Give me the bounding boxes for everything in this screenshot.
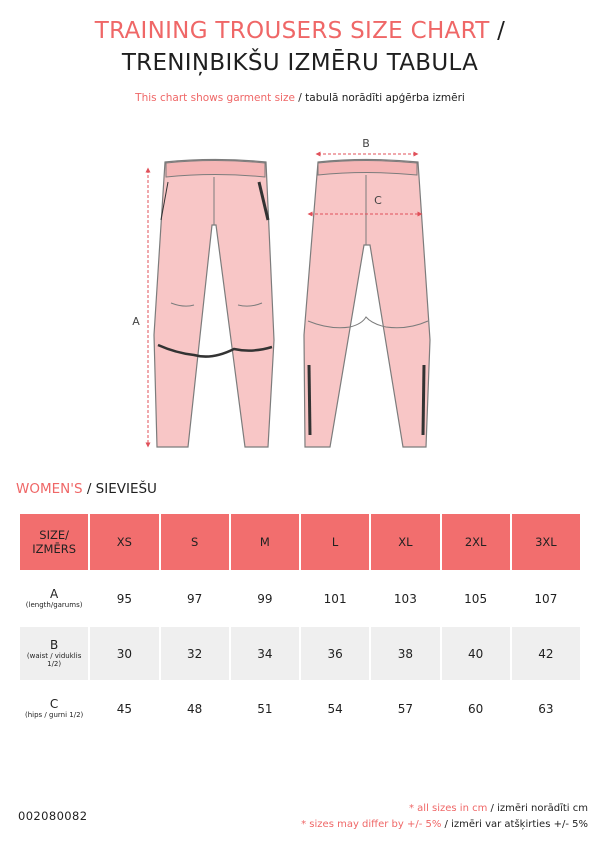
- corner-header: [19, 513, 89, 571]
- back-trousers: [304, 160, 430, 448]
- table-cell: 32: [160, 626, 230, 681]
- size-header: S: [160, 513, 230, 571]
- table-cell: 45: [89, 681, 159, 736]
- table-cell: 30: [89, 626, 159, 681]
- table-cell: 34: [230, 626, 300, 681]
- title-line-1: [0, 18, 600, 44]
- front-trousers: [154, 160, 274, 448]
- table-cell: 48: [160, 681, 230, 736]
- table-cell: 51: [230, 681, 300, 736]
- note-tolerance-en: * sizes may differ by +/- 5%: [301, 819, 442, 830]
- table-cell: 95: [89, 571, 159, 626]
- label-a: A: [132, 315, 140, 328]
- row-label: B: [50, 637, 59, 652]
- table-cell: 105: [441, 571, 511, 626]
- note-units-lv: / izmēri norādīti cm: [487, 803, 588, 814]
- size-header: XL: [370, 513, 440, 571]
- table-cell: 38: [370, 626, 440, 681]
- table-cell: 36: [300, 626, 370, 681]
- subtitle-en: This chart shows garment size: [135, 92, 295, 104]
- table-cell: 103: [370, 571, 440, 626]
- trousers-illustration: [0, 125, 600, 470]
- table-header-row: [19, 513, 581, 571]
- label-b: B: [362, 137, 370, 150]
- title-separator: /: [489, 18, 506, 44]
- table-cell: 57: [370, 681, 440, 736]
- section-label: [16, 481, 157, 497]
- size-header: XS: [89, 513, 159, 571]
- size-header: 2XL: [441, 513, 511, 571]
- table-cell: 60: [441, 681, 511, 736]
- size-table: [18, 512, 582, 737]
- subtitle-lv: / tabulā norādīti apģērba izmēri: [294, 92, 465, 104]
- table-cell: 99: [230, 571, 300, 626]
- table-cell: 97: [160, 571, 230, 626]
- table-row: [19, 626, 581, 681]
- size-header: 3XL: [511, 513, 581, 571]
- row-sublabel: (length/garums): [25, 601, 83, 610]
- row-header: [19, 681, 89, 736]
- size-header: M: [230, 513, 300, 571]
- table-cell: 54: [300, 681, 370, 736]
- title-line-2: TRENIŅBIKŠU IZMĒRU TABULA: [121, 50, 479, 76]
- row-header: [19, 571, 89, 626]
- corner-line-2: IZMĒRS: [32, 542, 76, 556]
- product-code: 002080082: [18, 809, 88, 823]
- row-header: [19, 626, 89, 681]
- section-label-en: WOMEN'S: [16, 481, 83, 497]
- section-label-lv: / SIEVIEŠU: [82, 481, 157, 497]
- note-tolerance-lv: / izmēri var atšķirties +/- 5%: [441, 819, 588, 830]
- table-row: [19, 571, 581, 626]
- corner-line-1: SIZE/: [39, 528, 69, 542]
- row-sublabel: (hips / gurni 1/2): [25, 711, 84, 720]
- row-label: A: [50, 586, 59, 601]
- table-cell: 63: [511, 681, 581, 736]
- table-cell: 101: [300, 571, 370, 626]
- note-units-en: * all sizes in cm: [408, 803, 488, 814]
- table-row: [19, 681, 581, 736]
- row-sublabel: (waist / viduklis 1/2): [26, 652, 82, 669]
- size-header: L: [300, 513, 370, 571]
- table-cell: 107: [511, 571, 581, 626]
- row-label: C: [49, 696, 59, 711]
- note-tolerance: [301, 819, 588, 830]
- note-units: [409, 803, 588, 814]
- subtitle: [0, 92, 600, 104]
- title-en: TRAINING TROUSERS SIZE CHART: [94, 18, 490, 44]
- table-cell: 40: [441, 626, 511, 681]
- label-c: C: [374, 194, 382, 207]
- table-cell: 42: [511, 626, 581, 681]
